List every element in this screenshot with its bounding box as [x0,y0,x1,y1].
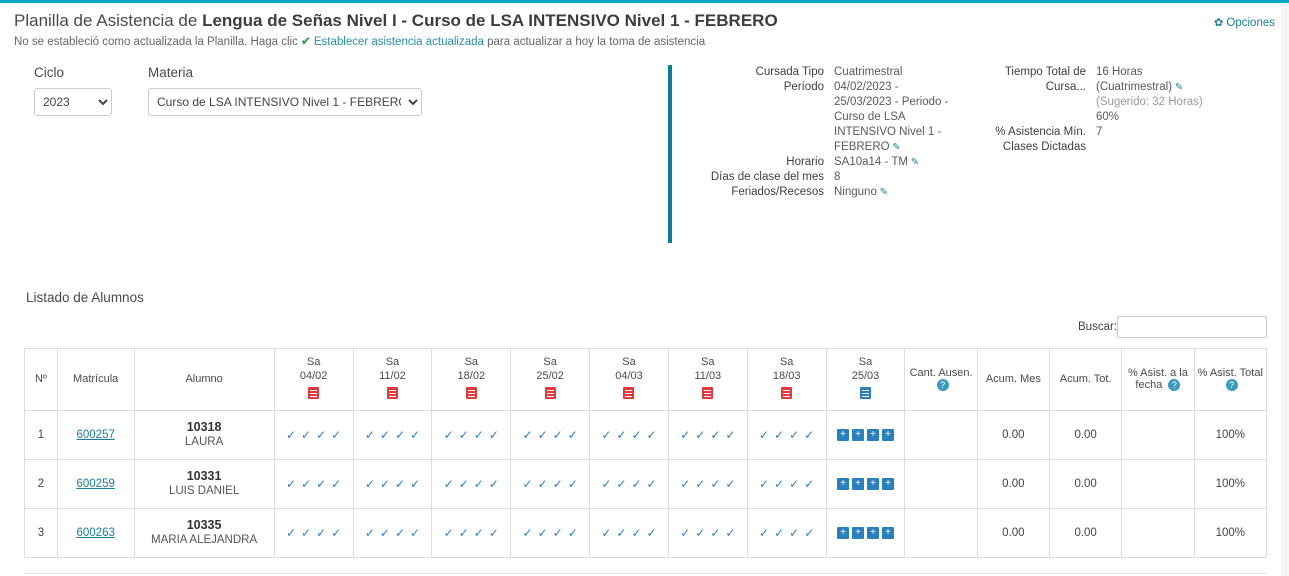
header-day-04-02 [274,349,353,411]
day-date: 04/03 [615,370,643,382]
cell-cant-ausen [905,460,977,509]
subtitle-text-after: para actualizar a hoy la toma de asistencia [487,36,706,48]
header-pct-fecha-label: % Asist. a la fecha [1127,366,1188,391]
check-icon[interactable]: ✓ [458,526,469,540]
attendance-checks [672,527,744,539]
attendance-list-icon[interactable] [623,387,634,399]
check-icon[interactable]: ✓ [410,428,421,442]
table-row [25,460,1267,509]
info-label [698,95,824,110]
help-icon-pct-fecha[interactable]: ? [1168,379,1180,391]
cell-attendance-day [432,509,511,558]
attendance-table-wrapper [24,348,1267,558]
check-icon[interactable]: ✓ [316,526,327,540]
info-value: 60% [1096,111,1120,123]
info-label: % Asistencia Mín. [995,126,1086,138]
day-date: 18/03 [772,370,801,382]
cell-attendance-day [353,411,432,460]
check-icon[interactable]: ✓ [537,477,548,491]
attendance-checks [593,429,665,441]
check-icon: ✔ [301,36,311,48]
options-label: Opciones [1226,17,1275,29]
check-icon[interactable]: ✓ [394,477,406,491]
plus-icon[interactable]: + [837,527,849,539]
page-scrollbar[interactable] [1281,3,1289,576]
header-pct-fecha [1122,349,1194,411]
accent-bar [668,65,672,243]
check-icon[interactable]: ✓ [710,428,721,442]
attendance-list-icon[interactable] [308,387,319,399]
info-value: 25/03/2023 - Periodo - [834,96,949,108]
info-value: 16 Horas [1096,66,1143,78]
alumno-nombre: LAURA [184,436,224,448]
cell-matricula [57,509,134,558]
cell-attendance-day [274,460,353,509]
check-icon[interactable]: ✓ [301,526,312,540]
info-value: INTENSIVO Nivel 1 - [834,126,942,138]
info-value: SA10a14 - TM ✎ [834,156,920,168]
cell-acum-mes: 0.00 [977,460,1049,509]
info-value: (Cuatrimestral) ✎ [1096,81,1184,93]
info-value: Cuatrimestral [834,66,903,78]
attendance-list-icon[interactable] [860,387,871,399]
check-icon[interactable]: ✓ [285,477,297,491]
cell-pct-total: 100% [1194,411,1266,460]
cell-attendance-day [747,411,826,460]
cell-attendance-day [511,509,590,558]
attendance-checks [357,478,429,490]
check-icon[interactable]: ✓ [331,526,342,540]
cell-pct-fecha [1122,460,1194,509]
day-of-week: Sa [701,356,715,368]
attendance-checks [751,527,823,539]
check-icon[interactable]: ✓ [488,477,499,491]
matricula-link[interactable]: 600259 [76,478,115,490]
attendance-checks [357,429,429,441]
attendance-list-icon[interactable] [702,387,713,399]
check-icon[interactable]: ✓ [680,526,691,540]
cell-attendance-day [432,460,511,509]
cell-attendance-day [590,509,669,558]
check-icon[interactable]: ✓ [552,428,563,442]
header-cant-ausen-label: Cant. Ausen. [909,366,973,379]
attendance-checks [593,527,665,539]
cell-attendance-day [353,509,432,558]
course-info-values-1 [834,65,952,243]
check-icon[interactable]: ✓ [488,526,499,540]
cell-acum-tot: 0.00 [1050,411,1122,460]
check-icon[interactable]: ✓ [522,526,533,540]
check-icon[interactable]: ✓ [774,526,785,540]
set-updated-attendance-link[interactable]: Establecer asistencia actualizada [313,36,484,48]
info-value: 8 [834,171,841,183]
info-value: 7 [1096,126,1103,138]
cell-pct-fecha [1122,411,1194,460]
header-acum-tot: Acum. Tot. [1050,349,1122,411]
attendance-checks [357,527,429,539]
help-icon-cant-ausen[interactable]: ? [937,379,949,391]
check-icon[interactable]: ✓ [601,428,612,442]
alumno-legajo: 10335 [186,518,222,532]
cell-cant-ausen [905,509,977,558]
check-icon[interactable]: ✓ [631,477,642,491]
attendance-add-buttons [830,478,902,490]
day-date: 25/02 [536,370,564,382]
edit-pencil-icon[interactable]: ✎ [876,187,889,198]
attendance-table [24,348,1267,558]
check-icon[interactable]: ✓ [789,526,800,540]
check-icon[interactable]: ✓ [759,526,770,540]
check-icon[interactable]: ✓ [567,428,578,442]
info-label: Cursada Tipo [755,66,824,78]
page-title-prefix: Planilla de Asistencia de [14,11,203,30]
cell-attendance-day [590,411,669,460]
plus-icon[interactable]: + [867,527,879,539]
check-icon[interactable]: ✓ [285,428,297,442]
check-icon[interactable]: ✓ [379,477,390,491]
attendance-checks [672,478,744,490]
check-icon[interactable]: ✓ [285,526,297,540]
check-icon[interactable]: ✓ [473,477,484,491]
check-icon[interactable]: ✓ [364,526,375,540]
page-title-main: Lengua de Señas Nivel I - Curso de LSA INTENSIVO Nivel 1 - FEBRERO [202,11,778,30]
attendance-checks [593,478,665,490]
check-icon[interactable]: ✓ [364,477,375,491]
attendance-checks [278,478,350,490]
day-of-week: Sa [306,356,321,368]
check-icon[interactable]: ✓ [631,526,642,540]
table-header-row [25,349,1267,411]
help-icon-pct-total[interactable]: ? [1226,379,1238,391]
check-icon[interactable]: ✓ [537,428,548,442]
header-day-11-02 [353,349,432,411]
ciclo-select[interactable] [34,88,112,116]
ciclo-field [34,65,112,116]
plus-icon[interactable]: + [852,478,864,490]
header-day-18-02 [432,349,511,411]
check-icon[interactable]: ✓ [789,477,800,491]
check-icon[interactable]: ✓ [646,526,657,540]
check-icon[interactable]: ✓ [552,526,563,540]
info-value: (Sugerido: 32 Horas) [1096,96,1203,108]
check-icon[interactable]: ✓ [522,477,533,491]
check-icon[interactable]: ✓ [680,428,691,442]
info-label: Días de clase del mes [710,171,824,183]
alumno-nombre: MARIA ALEJANDRA [151,534,258,546]
header-pct-total [1194,349,1266,411]
plus-icon[interactable]: + [852,527,864,539]
day-date: 04/02 [299,370,328,382]
check-icon[interactable]: ✓ [394,428,406,442]
course-info-panel [668,65,1216,243]
header-day-18-03 [747,349,826,411]
check-icon[interactable]: ✓ [774,428,785,442]
check-icon[interactable]: ✓ [443,526,454,540]
check-icon[interactable]: ✓ [725,526,736,540]
info-label: Horario [786,156,824,168]
attendance-table-head [25,349,1267,411]
attendance-checks [435,527,507,539]
attendance-list-icon[interactable] [781,387,792,399]
check-icon[interactable]: ✓ [567,526,578,540]
course-info-column-2 [970,65,1216,243]
header-cant-ausen [905,349,977,411]
attendance-checks [751,478,823,490]
check-icon[interactable]: ✓ [522,428,533,442]
cell-alumno [134,411,274,460]
cell-attendance-day [747,460,826,509]
info-label: Período [783,81,824,93]
check-icon[interactable]: ✓ [789,428,800,442]
alumno-nombre: LUIS DANIEL [168,485,240,497]
materia-select[interactable] [148,88,422,116]
info-label [970,95,1086,110]
header-alumno: Alumno [134,349,274,411]
cell-attendance-day [590,460,669,509]
attendance-checks [278,527,350,539]
check-icon[interactable]: ✓ [695,526,706,540]
info-label [698,125,824,140]
cell-pct-fecha [1122,509,1194,558]
check-icon[interactable]: ✓ [379,428,390,442]
options-button[interactable] [1214,16,1275,29]
plus-icon[interactable]: + [837,429,849,441]
cell-numero: 3 [25,509,58,558]
table-bottom-divider [24,573,1267,574]
check-icon[interactable]: ✓ [616,526,627,540]
search-row [1078,316,1267,338]
plus-icon[interactable]: + [882,429,894,441]
attendance-add-buttons [830,527,902,539]
check-icon[interactable]: ✓ [774,477,785,491]
info-value: FEBRERO ✎ [834,141,901,153]
matricula-link[interactable]: 600257 [76,429,115,441]
day-date: 11/02 [379,370,406,382]
cell-attendance-day [668,509,747,558]
check-icon[interactable]: ✓ [646,428,657,442]
check-icon[interactable]: ✓ [301,428,312,442]
cell-attendance-day [274,411,353,460]
check-icon[interactable]: ✓ [473,526,484,540]
check-icon[interactable]: ✓ [458,477,469,491]
page-header [0,3,1289,48]
edit-pencil-icon[interactable]: ✎ [889,142,901,153]
cell-pct-total: 100% [1194,509,1266,558]
info-label [970,110,1086,125]
cell-acum-tot: 0.00 [1050,460,1122,509]
check-icon[interactable]: ✓ [316,477,327,491]
alumno-legajo: 10318 [186,420,222,434]
check-icon[interactable]: ✓ [410,526,421,540]
plus-icon[interactable]: + [882,527,894,539]
day-date: 11/03 [694,370,722,382]
cell-attendance-day [826,411,905,460]
table-row [25,411,1267,460]
info-value: Curso de LSA [834,111,906,123]
check-icon[interactable]: ✓ [379,526,390,540]
cell-attendance-day [826,509,905,558]
course-info-labels-1 [698,65,824,243]
edit-pencil-icon[interactable]: ✎ [907,157,920,168]
check-icon[interactable]: ✓ [695,477,706,491]
cell-attendance-day [826,460,905,509]
check-icon[interactable]: ✓ [631,428,642,442]
check-icon[interactable]: ✓ [458,428,469,442]
cell-attendance-day [668,460,747,509]
attendance-list-icon[interactable] [387,387,398,399]
cell-pct-total: 100% [1194,460,1266,509]
check-icon[interactable]: ✓ [804,526,815,540]
header-day-11-03 [668,349,747,411]
day-date: 18/02 [457,370,486,382]
cell-attendance-day [511,411,590,460]
header-pct-total-label: % Asist. Total [1197,366,1263,379]
cell-acum-mes: 0.00 [977,411,1049,460]
check-icon[interactable]: ✓ [443,428,454,442]
day-of-week: Sa [464,356,479,368]
attendance-checks [672,429,744,441]
attendance-add-buttons [830,429,902,441]
check-icon[interactable]: ✓ [301,477,312,491]
day-of-week: Sa [858,356,873,368]
page-subtitle [14,34,1275,48]
check-icon[interactable]: ✓ [331,477,342,491]
cell-matricula [57,460,134,509]
plus-icon[interactable]: + [867,478,879,490]
course-info-grid [698,65,1216,243]
check-icon[interactable]: ✓ [537,526,548,540]
day-of-week: Sa [622,356,636,368]
check-icon[interactable]: ✓ [710,477,721,491]
page-title [14,11,1275,31]
check-icon[interactable]: ✓ [759,477,770,491]
check-icon[interactable]: ✓ [552,477,563,491]
check-icon[interactable]: ✓ [410,477,421,491]
materia-field [148,65,422,116]
day-of-week: Sa [385,356,400,368]
attendance-checks [751,429,823,441]
attendance-list-icon[interactable] [545,387,556,399]
check-icon[interactable]: ✓ [364,428,375,442]
cell-attendance-day [432,411,511,460]
attendance-list-icon[interactable] [466,387,477,399]
filters-area [34,65,422,116]
check-icon[interactable]: ✓ [616,428,627,442]
cell-attendance-day [668,411,747,460]
check-icon[interactable]: ✓ [394,526,406,540]
attendance-checks [435,429,507,441]
check-icon[interactable]: ✓ [443,477,454,491]
check-icon[interactable]: ✓ [725,477,736,491]
header-acum-mes: Acum. Mes [977,349,1049,411]
check-icon[interactable]: ✓ [725,428,736,442]
search-label: Buscar: [1078,321,1117,333]
check-icon[interactable]: ✓ [616,477,627,491]
course-info-values-2 [1096,65,1216,243]
gear-icon: ✿ [1213,17,1224,29]
cell-attendance-day [511,460,590,509]
plus-icon[interactable]: + [867,429,879,441]
header-day-25-03 [826,349,905,411]
cell-matricula [57,411,134,460]
cell-acum-tot: 0.00 [1050,509,1122,558]
student-list-title: Listado de Alumnos [26,290,144,305]
plus-icon[interactable]: + [882,478,894,490]
attendance-checks [514,429,586,441]
header-matricula: Matrícula [57,349,134,411]
edit-pencil-icon[interactable]: ✎ [1172,82,1184,93]
check-icon[interactable]: ✓ [646,477,657,491]
cell-acum-mes: 0.00 [977,509,1049,558]
attendance-checks [435,478,507,490]
attendance-table-body [25,411,1267,558]
cell-numero: 1 [25,411,58,460]
day-of-week: Sa [543,356,557,368]
attendance-checks [514,527,586,539]
info-label: Tiempo Total de Cursa... [1004,66,1086,93]
info-label: Feriados/Recesos [731,186,824,198]
course-info-column-1 [698,65,952,243]
plus-icon[interactable]: + [852,429,864,441]
check-icon[interactable]: ✓ [804,477,815,491]
check-icon[interactable]: ✓ [804,428,815,442]
info-value: 04/02/2023 - [834,81,899,93]
check-icon[interactable]: ✓ [695,428,706,442]
cell-alumno [134,460,274,509]
info-label: Clases Dictadas [1002,141,1086,153]
cell-cant-ausen [905,411,977,460]
header-day-25-02 [511,349,590,411]
ciclo-label: Ciclo [34,65,65,80]
attendance-checks [514,478,586,490]
check-icon[interactable]: ✓ [601,477,612,491]
attendance-checks [278,429,350,441]
day-date: 25/03 [851,370,880,382]
cell-numero: 2 [25,460,58,509]
info-value: Ninguno ✎ [834,186,889,198]
check-icon[interactable]: ✓ [488,428,499,442]
cell-attendance-day [353,460,432,509]
search-input[interactable] [1117,316,1267,338]
subtitle-text-before: No se estableció como actualizada la Planilla. Haga clic [14,36,298,48]
check-icon[interactable]: ✓ [680,477,691,491]
materia-label: Materia [148,65,194,80]
info-label [698,110,824,125]
alumno-legajo: 10331 [186,469,222,483]
check-icon[interactable]: ✓ [710,526,721,540]
header-numero: Nº [25,349,58,411]
check-icon[interactable]: ✓ [473,428,484,442]
check-icon[interactable]: ✓ [601,526,612,540]
check-icon[interactable]: ✓ [759,428,770,442]
header-day-04-03 [590,349,669,411]
day-of-week: Sa [779,356,794,368]
matricula-link[interactable]: 600263 [76,527,115,539]
plus-icon[interactable]: + [837,478,849,490]
cell-alumno [134,509,274,558]
cell-attendance-day [274,509,353,558]
cell-attendance-day [747,509,826,558]
check-icon[interactable]: ✓ [567,477,578,491]
course-info-labels-2 [970,65,1086,243]
check-icon[interactable]: ✓ [331,428,342,442]
table-row [25,509,1267,558]
info-label [698,140,824,155]
check-icon[interactable]: ✓ [316,428,327,442]
